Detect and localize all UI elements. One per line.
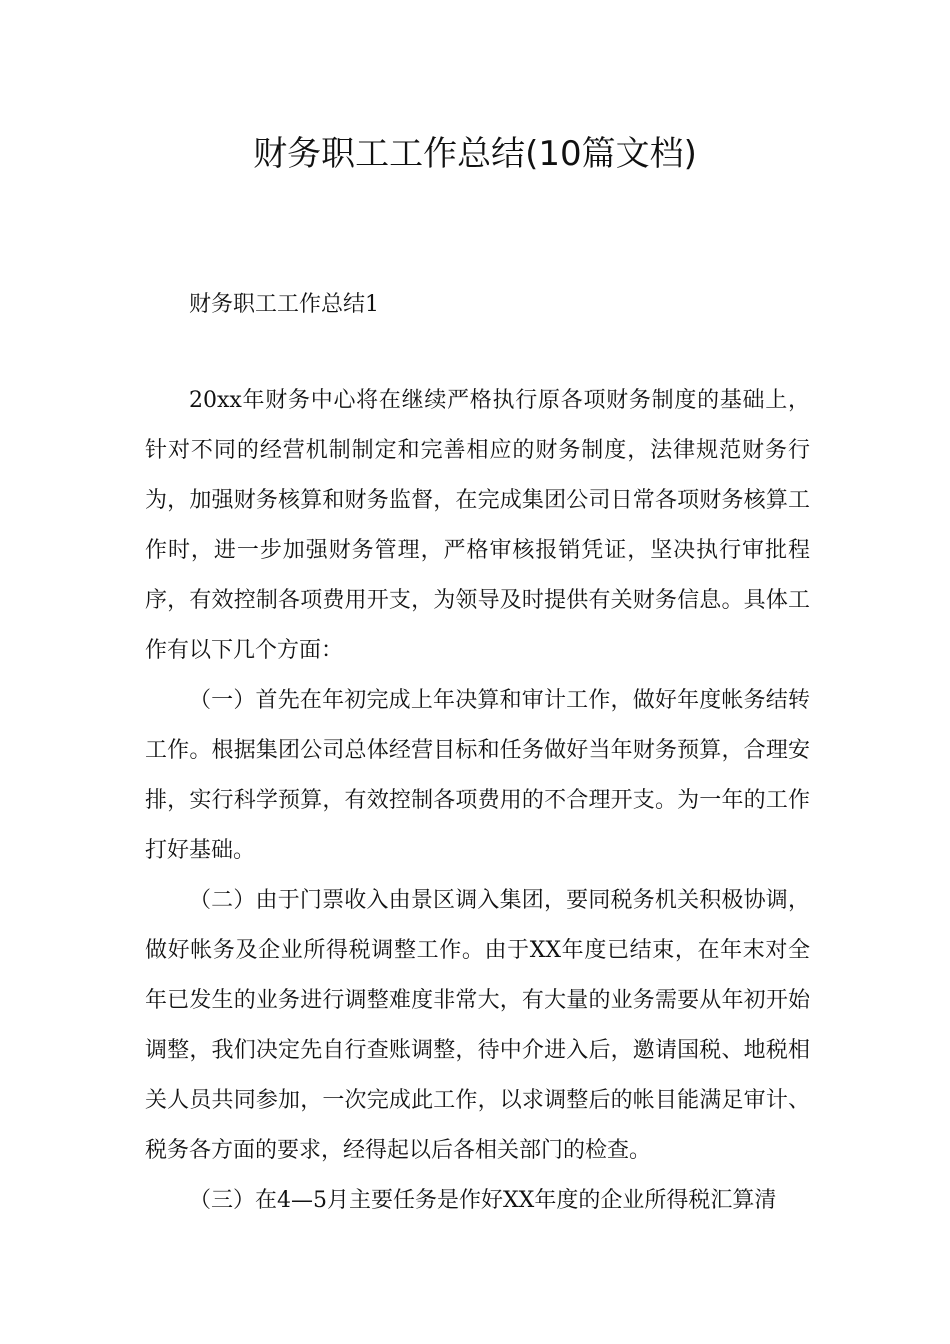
document-body: [145, 376, 810, 1226]
document-title: 财务职工工作总结(10篇文档): [253, 134, 697, 174]
paragraph-item-2: （二）由于门票收入由景区调入集团，要同税务机关积极协调，做好帐务及企业所得税调整工作。由于XX年度已结束，在年末对全年已发生的业务进行调整难度非常大，有大量的业务需要从年初开始调整，我们决定先自行查账调整，待中介进入后，邀请国税、地税相关人员共同参加，一次完成此工作，以求调整后的帐目能满足审计、税务各方面的要求，经得起以后各相关部门的检查。: [145, 888, 810, 1163]
paragraph-item-1: （一）首先在年初完成上年决算和审计工作，做好年度帐务结转工作。根据集团公司总体经营目标和任务做好当年财务预算，合理安排，实行科学预算，有效控制各项费用的不合理开支。为一年的工作打好基础。: [145, 688, 810, 863]
paragraph-item-3: （三）在4—5月主要任务是作好XX年度的企业所得税汇算清: [189, 1188, 777, 1213]
paragraph-intro: 20xx年财务中心将在继续严格执行原各项财务制度的基础上，针对不同的经营机制制定和完善相应的财务制度，法律规范财务行为，加强财务核算和财务监督，在完成集团公司日常各项财务核算工作时，进一步加强财务管理，严格审核报销凭证，坚决执行审批程序，有效控制各项费用开支，为领导及时提供有关财务信息。具体工作有以下几个方面：: [145, 388, 810, 663]
section-heading: 财务职工工作总结1: [189, 292, 379, 317]
